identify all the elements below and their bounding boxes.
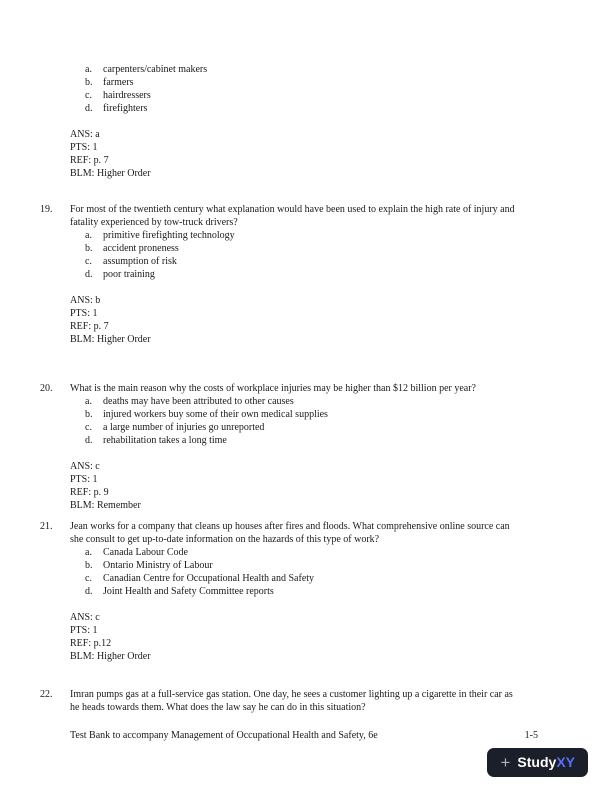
brand-wordmark <box>517 756 575 769</box>
answer-block <box>70 611 582 663</box>
option-letter: b. <box>85 409 93 420</box>
footer-title: Test Bank to accompany Management of Occupational Health and Safety, 6e <box>70 730 378 741</box>
page-footer <box>70 729 538 742</box>
option-text: Joint Health and Safety Committee reports <box>103 586 274 597</box>
option-letter: c. <box>85 90 92 101</box>
option <box>85 559 582 572</box>
option-letter: d. <box>85 586 93 597</box>
plus-icon: + <box>500 753 511 772</box>
option-text: rehabilitation takes a long time <box>103 435 227 446</box>
question-number: 20. <box>40 383 53 394</box>
option-letter: d. <box>85 435 93 446</box>
option-text: firefighters <box>103 103 148 114</box>
option <box>85 89 582 102</box>
question-text: What is the main reason why the costs of workplace injuries may be higher than $12 billion per year? <box>70 383 476 394</box>
answer-line: BLM: Higher Order <box>70 168 151 179</box>
answer-line: ANS: c <box>70 461 100 472</box>
option-letter: a. <box>85 64 92 75</box>
answer-line: ANS: a <box>70 129 100 140</box>
option-letter: b. <box>85 77 93 88</box>
answer-line: PTS: 1 <box>70 308 98 319</box>
option <box>85 268 582 281</box>
question-19 <box>40 203 582 346</box>
question-text: Imran pumps gas at a full-service gas station. One day, he sees a customer lighting up a cigarette in their car as he heads towards them. What does the law say he can do in this situation? <box>70 689 513 713</box>
option <box>85 229 582 242</box>
option-letter: a. <box>85 547 92 558</box>
option <box>85 102 582 115</box>
option-text: assumption of risk <box>103 256 177 267</box>
answer-block <box>70 460 582 512</box>
brand-study: Study <box>517 754 557 770</box>
option-text: deaths may have been attributed to other causes <box>103 396 294 407</box>
option-letter: b. <box>85 243 93 254</box>
answer-block <box>70 294 582 346</box>
option-text: hairdressers <box>103 90 151 101</box>
answer-block <box>70 128 582 180</box>
option-letter: c. <box>85 422 92 433</box>
option <box>85 572 582 585</box>
question-number: 22. <box>40 689 53 700</box>
option-text: poor training <box>103 269 155 280</box>
answer-line: ANS: c <box>70 612 100 623</box>
option-letter: c. <box>85 256 92 267</box>
option-text: accident proneness <box>103 243 179 254</box>
answer-line: REF: p.12 <box>70 638 112 649</box>
answer-line: REF: p. 7 <box>70 155 109 166</box>
option-text: Canadian Centre for Occupational Health and Safety <box>103 573 315 584</box>
answer-line: ANS: b <box>70 295 101 306</box>
question-options <box>70 395 582 447</box>
question-number: 19. <box>40 204 53 215</box>
option-text: a large number of injuries go unreported <box>103 422 265 433</box>
question-22 <box>40 688 582 714</box>
option <box>85 63 582 76</box>
option <box>85 255 582 268</box>
answer-line: BLM: Higher Order <box>70 334 151 345</box>
carryover-options-block <box>40 63 582 180</box>
option-text: Canada Labour Code <box>103 547 188 558</box>
option-text: carpenters/cabinet makers <box>103 64 208 75</box>
carryover-options <box>70 63 582 115</box>
answer-line: REF: p. 7 <box>70 321 109 332</box>
question-options <box>70 229 582 281</box>
answer-line: PTS: 1 <box>70 142 98 153</box>
answer-line: BLM: Remember <box>70 500 141 511</box>
answer-line: BLM: Higher Order <box>70 651 151 662</box>
option-letter: b. <box>85 560 93 571</box>
option-letter: a. <box>85 230 92 241</box>
option-letter: c. <box>85 573 92 584</box>
option <box>85 546 582 559</box>
question-21 <box>40 520 582 663</box>
option-text: farmers <box>103 77 134 88</box>
option-letter: d. <box>85 269 93 280</box>
question-text: For most of the twentieth century what explanation would have been used to explain the high rate of injury and fatality experienced by tow-truck drivers? <box>70 204 515 228</box>
question-20 <box>40 382 582 512</box>
option-text: Ontario Ministry of Labour <box>103 560 213 571</box>
option <box>85 434 582 447</box>
option <box>85 76 582 89</box>
option <box>85 395 582 408</box>
answer-line: PTS: 1 <box>70 474 98 485</box>
question-text: Jean works for a company that cleans up houses after fires and floods. What comprehensive online source can she consult to get up-to-date information on the hazards of this type of work? <box>70 521 510 545</box>
option-letter: d. <box>85 103 93 114</box>
answer-line: PTS: 1 <box>70 625 98 636</box>
footer-page-number: 1-5 <box>524 730 538 741</box>
option-text: primitive firefighting technology <box>103 230 235 241</box>
question-options <box>70 546 582 598</box>
option <box>85 408 582 421</box>
brand-xy: XY <box>556 754 575 770</box>
option <box>85 242 582 255</box>
page-content <box>40 63 582 714</box>
question-number: 21. <box>40 521 53 532</box>
option-text: injured workers buy some of their own medical supplies <box>103 409 328 420</box>
answer-line: REF: p. 9 <box>70 487 109 498</box>
option <box>85 421 582 434</box>
option-letter: a. <box>85 396 92 407</box>
option <box>85 585 582 598</box>
studyxy-logo <box>487 748 588 777</box>
